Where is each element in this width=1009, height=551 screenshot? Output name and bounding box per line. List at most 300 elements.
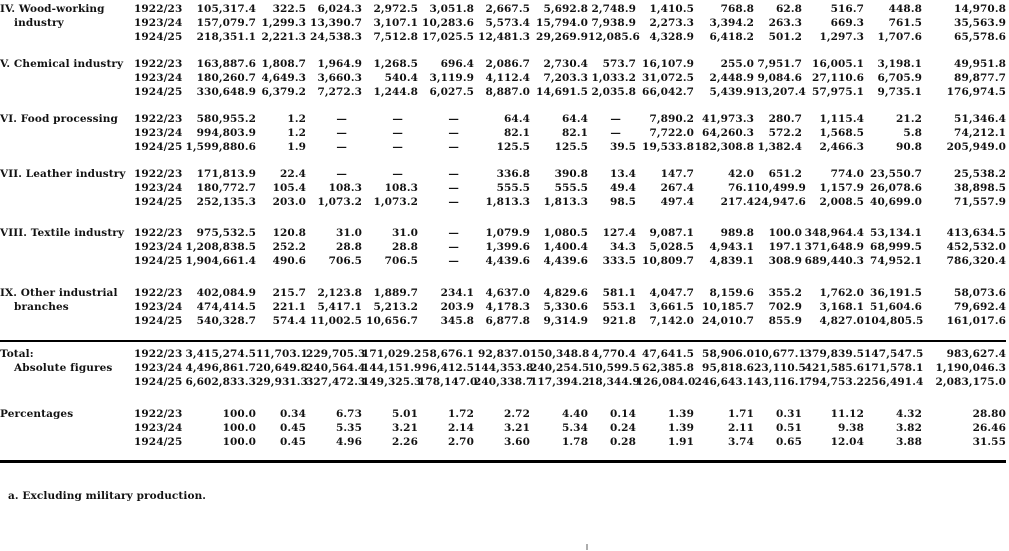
value-cell: 4,770.4 [591, 348, 636, 360]
value-cell: 983,627.4 [946, 348, 1006, 360]
value-cell: 9,087.1 [649, 227, 694, 239]
separator-row [0, 449, 1006, 463]
value-cell: 1,299.3 [261, 17, 306, 29]
value-cell: 104,805.5 [864, 315, 924, 327]
value-cell: 229,705.3 [306, 348, 366, 360]
value-cell: 100.0 [768, 227, 802, 239]
value-cell: 1,399.6 [485, 241, 530, 253]
year-cell: 1922/23 [134, 227, 183, 239]
value-cell: 35,563.9 [954, 17, 1006, 29]
value-cell: — [392, 127, 403, 139]
year-cell: 1923/24 [134, 127, 183, 139]
value-cell: 53,134.1 [870, 227, 922, 239]
value-cell: 16,005.1 [812, 58, 864, 70]
value-cell: 256,491.4 [864, 376, 924, 388]
value-cell: 6,877.8 [485, 315, 530, 327]
table-row [0, 314, 1006, 328]
table-row [0, 421, 1006, 435]
value-cell: 2,123.8 [317, 287, 362, 299]
value-cell: 221.1 [272, 301, 306, 313]
value-cell: 2,972.5 [373, 3, 418, 15]
value-cell: 267.4 [660, 182, 694, 194]
value-cell: 308.9 [768, 255, 802, 267]
value-cell: 1,400.4 [543, 241, 588, 253]
value-cell: 1,033.2 [591, 72, 636, 84]
value-cell: 43,116.1 [754, 376, 806, 388]
year-cell: 1923/24 [134, 422, 183, 434]
table-row [0, 126, 1006, 140]
value-cell: 1,208,838.5 [185, 241, 256, 253]
value-cell: 651.2 [768, 168, 802, 180]
year-cell: 1922/23 [134, 348, 183, 360]
value-cell: 1,190,046.3 [935, 362, 1006, 374]
value-cell: 7,951.7 [757, 58, 802, 70]
value-cell: 12.04 [830, 436, 864, 448]
row-label: Absolute figures [14, 362, 113, 374]
value-cell: 689,440.3 [804, 255, 864, 267]
value-cell: 1,157.9 [819, 182, 864, 194]
value-cell: 5,213.2 [373, 301, 418, 313]
value-cell: 203.9 [440, 301, 474, 313]
year-cell: 1922/23 [134, 287, 183, 299]
value-cell: 4,637.0 [485, 287, 530, 299]
table-row [0, 44, 1006, 71]
value-cell: 3,661.5 [649, 301, 694, 313]
table-row [0, 181, 1006, 195]
value-cell: 79,692.4 [954, 301, 1006, 313]
value-cell: 4,649.3 [261, 72, 306, 84]
value-cell: 4.40 [562, 408, 588, 420]
value-cell: 2.14 [448, 422, 474, 434]
value-cell: 23,110.5 [754, 362, 806, 374]
year-cell: 1924/25 [134, 376, 183, 388]
value-cell: 1,297.3 [819, 31, 864, 43]
value-cell: 1.39 [668, 408, 694, 420]
value-cell: 120.8 [272, 227, 306, 239]
value-cell: 501.2 [768, 31, 802, 43]
value-cell: 4,839.1 [709, 255, 754, 267]
value-cell: 7,203.3 [543, 72, 588, 84]
value-cell: 0.45 [280, 436, 306, 448]
value-cell: 6.73 [336, 408, 362, 420]
value-cell: 4,328.9 [649, 31, 694, 43]
value-cell: 1.78 [562, 436, 588, 448]
value-cell: 4,439.6 [485, 255, 530, 267]
value-cell: 1,904,661.4 [185, 255, 256, 267]
value-cell: 62.8 [776, 3, 802, 15]
value-cell: 90.8 [896, 141, 922, 153]
table-row [0, 268, 1006, 300]
year-cell: 1922/23 [134, 3, 183, 15]
value-cell: 13.4 [610, 168, 636, 180]
row-label: IV. Wood-working [0, 3, 105, 15]
value-cell: 15,794.0 [536, 17, 588, 29]
year-cell: 1923/24 [134, 241, 183, 253]
value-cell: 348,964.4 [804, 227, 864, 239]
year-cell: 1923/24 [134, 362, 183, 374]
value-cell: 413,634.5 [946, 227, 1006, 239]
value-cell: 355.2 [768, 287, 802, 299]
value-cell: 3.82 [896, 422, 922, 434]
value-cell: 3,107.1 [373, 17, 418, 29]
table-row [0, 300, 1006, 314]
row-label [0, 195, 134, 209]
table-row [0, 389, 1006, 421]
value-cell: 5,439.9 [709, 86, 754, 98]
value-cell: 21.2 [896, 113, 922, 125]
value-cell: 516.7 [830, 3, 864, 15]
value-cell: 51,604.6 [870, 301, 922, 313]
value-cell: 0.31 [776, 408, 802, 420]
value-cell: 82.1 [504, 127, 530, 139]
row-label [0, 71, 134, 85]
value-cell: 203.0 [272, 196, 306, 208]
value-cell: 36,191.5 [870, 287, 922, 299]
value-cell: 1,410.5 [649, 3, 694, 15]
value-cell: — [336, 168, 347, 180]
value-cell: 4,178.3 [485, 301, 530, 313]
value-cell: — [448, 196, 459, 208]
value-cell: 9,735.1 [877, 86, 922, 98]
value-cell: 163,887.6 [196, 58, 256, 70]
value-cell: 1.71 [728, 408, 754, 420]
value-cell: 263.3 [768, 17, 802, 29]
value-cell: 5,028.5 [649, 241, 694, 253]
value-cell: 38,898.5 [954, 182, 1006, 194]
value-cell: 4,439.6 [543, 255, 588, 267]
value-cell: 1.91 [668, 436, 694, 448]
value-cell: 255.0 [720, 58, 754, 70]
value-cell: 4,047.7 [649, 287, 694, 299]
value-cell: 147.7 [660, 168, 694, 180]
row-label: VII. Leather industry [0, 168, 126, 180]
value-cell: 98.5 [610, 196, 636, 208]
value-cell: 6,379.2 [261, 86, 306, 98]
value-cell: — [392, 168, 403, 180]
value-cell: 105,317.4 [196, 3, 256, 15]
value-cell: 100.0 [222, 436, 256, 448]
year-cell: 1924/25 [134, 196, 183, 208]
value-cell: 16,107.9 [642, 58, 694, 70]
value-cell: 1,599,880.6 [185, 141, 256, 153]
value-cell: 205,949.0 [946, 141, 1006, 153]
value-cell: 3.60 [504, 436, 530, 448]
value-cell: 855.9 [768, 315, 802, 327]
year-cell: 1924/25 [134, 315, 183, 327]
value-cell: 327,472.3 [306, 376, 366, 388]
value-cell: 51,346.4 [954, 113, 1006, 125]
value-cell: 176,974.5 [946, 86, 1006, 98]
value-cell: 994,803.9 [196, 127, 256, 139]
value-cell: 4,943.1 [709, 241, 754, 253]
table-row [0, 195, 1006, 209]
value-cell: 161,017.6 [946, 315, 1006, 327]
value-cell: 29,931.3 [256, 376, 308, 388]
value-cell: 31.0 [336, 227, 362, 239]
year-cell: 1924/25 [134, 141, 183, 153]
value-cell: 42.0 [728, 168, 754, 180]
value-cell: 12,481.3 [478, 31, 530, 43]
value-cell: 540.4 [384, 72, 418, 84]
value-cell: 217.4 [720, 196, 754, 208]
value-cell: 1.2 [287, 127, 306, 139]
value-cell: 127.4 [602, 227, 636, 239]
value-cell: 171,813.9 [196, 168, 256, 180]
value-cell: — [448, 127, 459, 139]
value-cell: — [448, 255, 459, 267]
value-cell: — [448, 113, 459, 125]
value-cell: 2,221.3 [261, 31, 306, 43]
value-cell: 345.8 [440, 315, 474, 327]
value-cell: 1,080.5 [543, 227, 588, 239]
scan-speck-artifact [586, 544, 588, 550]
value-cell: 553.1 [602, 301, 636, 313]
value-cell: 975,532.5 [196, 227, 256, 239]
table-row [0, 240, 1006, 254]
value-cell: 22.4 [280, 168, 306, 180]
value-cell: 572.2 [768, 127, 802, 139]
row-label [0, 421, 134, 435]
value-cell: 28.80 [972, 408, 1006, 420]
value-cell: — [336, 141, 347, 153]
value-cell: 105.4 [272, 182, 306, 194]
value-cell: 0.34 [280, 408, 306, 420]
value-cell: 768.8 [720, 3, 754, 15]
value-cell: 5.35 [336, 422, 362, 434]
value-cell: 1,268.5 [373, 58, 418, 70]
value-cell: 0.45 [280, 422, 306, 434]
value-cell: 9,314.9 [543, 315, 588, 327]
value-cell: 10,809.7 [642, 255, 694, 267]
value-cell: 29,269.9 [536, 31, 588, 43]
value-cell: 28.8 [392, 241, 418, 253]
value-cell: 9.38 [838, 422, 864, 434]
row-label [0, 240, 134, 254]
value-cell: 5.34 [562, 422, 588, 434]
value-cell: 5.8 [903, 127, 922, 139]
value-cell: 58,073.6 [954, 287, 1006, 299]
row-label: Percentages [0, 408, 74, 420]
value-cell: 402,084.9 [196, 287, 256, 299]
value-cell: 13,390.7 [310, 17, 362, 29]
value-cell: 2,748.9 [591, 3, 636, 15]
value-cell: 574.4 [272, 315, 306, 327]
value-cell: 218,351.1 [196, 31, 256, 43]
table-row [0, 361, 1006, 375]
value-cell: 1,079.9 [485, 227, 530, 239]
table-row [0, 342, 1006, 361]
value-cell: 2,086.7 [485, 58, 530, 70]
value-cell: 2.70 [448, 436, 474, 448]
value-cell: 989.8 [720, 227, 754, 239]
row-label [0, 181, 134, 195]
value-cell: — [448, 241, 459, 253]
value-cell: 3.74 [728, 436, 754, 448]
value-cell: 180,260.7 [196, 72, 256, 84]
value-cell: 13,207.4 [754, 86, 806, 98]
value-cell: 34.3 [610, 241, 636, 253]
value-cell: 57,975.1 [812, 86, 864, 98]
table-row [0, 254, 1006, 268]
value-cell: 540,328.7 [196, 315, 256, 327]
value-cell: 1,808.7 [261, 58, 306, 70]
value-cell: 1,813.3 [543, 196, 588, 208]
value-cell: 96,412.5 [422, 362, 474, 374]
value-cell: 58,906.0 [702, 348, 754, 360]
value-cell: 2.26 [392, 436, 418, 448]
value-cell: 581.1 [602, 287, 636, 299]
value-cell: — [392, 141, 403, 153]
value-cell: 31.55 [972, 436, 1006, 448]
value-cell: 19,533.8 [642, 141, 694, 153]
value-cell: 71,557.9 [954, 196, 1006, 208]
value-cell: 786,320.4 [946, 255, 1006, 267]
value-cell: 4,496,861.7 [185, 362, 256, 374]
value-cell: 7,938.9 [591, 17, 636, 29]
value-cell: 10,283.6 [422, 17, 474, 29]
value-cell: 74,952.1 [870, 255, 922, 267]
value-cell: 24,538.3 [310, 31, 362, 43]
value-cell: 1.39 [668, 422, 694, 434]
year-cell: 1922/23 [134, 113, 183, 125]
value-cell: 7,722.0 [649, 127, 694, 139]
value-cell: 3.88 [896, 436, 922, 448]
value-cell: 171,578.1 [864, 362, 924, 374]
value-cell: 11,002.5 [310, 315, 362, 327]
year-cell: 1924/25 [134, 86, 183, 98]
value-cell: 0.65 [776, 436, 802, 448]
value-cell: 1,813.3 [485, 196, 530, 208]
table-row [0, 375, 1006, 389]
value-cell: 92,837.0 [478, 348, 530, 360]
value-cell: 144,353.8 [474, 362, 534, 374]
value-cell: 6,024.3 [317, 3, 362, 15]
value-cell: 2,273.3 [649, 17, 694, 29]
value-cell: 3,168.1 [819, 301, 864, 313]
value-cell: 8,159.6 [709, 287, 754, 299]
table-row [0, 71, 1006, 85]
value-cell: 215.7 [272, 287, 306, 299]
year-cell: 1922/23 [134, 408, 183, 420]
value-cell: 1.2 [287, 113, 306, 125]
value-cell: 246,643.1 [694, 376, 754, 388]
value-cell: 5,417.1 [317, 301, 362, 313]
value-cell: 3,198.1 [877, 58, 922, 70]
value-cell: 252,135.3 [196, 196, 256, 208]
value-cell: 100.0 [222, 422, 256, 434]
row-label [0, 314, 134, 328]
value-cell: 3,051.8 [429, 3, 474, 15]
value-cell: 10,599.5 [588, 362, 640, 374]
value-cell: 7,890.2 [649, 113, 694, 125]
value-cell: 171,029.2 [362, 348, 422, 360]
table-row [0, 16, 1006, 30]
value-cell: 0.28 [610, 436, 636, 448]
value-cell: 390.8 [554, 168, 588, 180]
value-cell: 702.9 [768, 301, 802, 313]
value-cell: 7,142.0 [649, 315, 694, 327]
value-cell: 182,308.8 [694, 141, 754, 153]
value-cell: 10,677.1 [754, 348, 806, 360]
value-cell: — [336, 113, 347, 125]
value-cell: 573.7 [602, 58, 636, 70]
row-label: V. Chemical industry [0, 58, 124, 70]
value-cell: 178,147.0 [418, 376, 478, 388]
value-cell: 6,602,833.3 [185, 376, 256, 388]
value-cell: 14,970.8 [954, 3, 1006, 15]
value-cell: 1,073.2 [373, 196, 418, 208]
value-cell: 379,839.5 [804, 348, 864, 360]
table-row [0, 0, 1006, 16]
value-cell: 240,338.7 [474, 376, 534, 388]
value-cell: 11,703.1 [256, 348, 308, 360]
value-cell: 0.24 [610, 422, 636, 434]
value-cell: 1,568.5 [819, 127, 864, 139]
value-cell: 3,119.9 [429, 72, 474, 84]
row-label [0, 30, 134, 44]
value-cell: 5,573.4 [485, 17, 530, 29]
value-cell: 197.1 [768, 241, 802, 253]
value-cell: 333.5 [602, 255, 636, 267]
value-cell: 82.1 [562, 127, 588, 139]
year-cell: 1924/25 [134, 255, 183, 267]
value-cell: 28.8 [336, 241, 362, 253]
value-cell: 117,394.2 [530, 376, 590, 388]
value-cell: 2,083,175.0 [935, 376, 1006, 388]
value-cell: 180,772.7 [196, 182, 256, 194]
value-cell: 2,448.9 [709, 72, 754, 84]
row-label: Total: [0, 348, 34, 360]
value-cell: 252.2 [272, 241, 306, 253]
value-cell: 5,692.8 [543, 3, 588, 15]
value-cell: 76.1 [728, 182, 754, 194]
value-cell: 144,151.9 [362, 362, 422, 374]
value-cell: 1,964.9 [317, 58, 362, 70]
value-cell: 126,084.0 [636, 376, 696, 388]
value-cell: 41,973.3 [702, 113, 754, 125]
value-cell: 1.9 [287, 141, 306, 153]
value-cell: 2,466.3 [819, 141, 864, 153]
year-cell: 1923/24 [134, 182, 183, 194]
value-cell: 27,110.6 [812, 72, 864, 84]
value-cell: 2,667.5 [485, 3, 530, 15]
value-cell: 706.5 [384, 255, 418, 267]
table-row [0, 85, 1006, 99]
heavy-horizontal-rule [0, 460, 1006, 463]
value-cell: 65,578.6 [954, 31, 1006, 43]
value-cell: 68,999.5 [870, 241, 922, 253]
value-cell: 1,707.6 [877, 31, 922, 43]
value-cell: 95,818.6 [702, 362, 754, 374]
row-label [0, 375, 134, 389]
value-cell: 39.5 [610, 141, 636, 153]
year-cell: 1922/23 [134, 168, 183, 180]
value-cell: 7,512.8 [373, 31, 418, 43]
value-cell: 4,829.6 [543, 287, 588, 299]
separator-row [0, 328, 1006, 342]
value-cell: 24,947.6 [754, 196, 806, 208]
value-cell: 14,691.5 [536, 86, 588, 98]
value-cell: 108.3 [328, 182, 362, 194]
value-cell: 3.21 [504, 422, 530, 434]
value-cell: 4.96 [336, 436, 362, 448]
value-cell: 26,078.6 [870, 182, 922, 194]
value-cell: 421,585.6 [804, 362, 864, 374]
value-cell: 1,762.0 [819, 287, 864, 299]
row-label: industry [14, 17, 64, 29]
value-cell: 330,648.9 [196, 86, 256, 98]
value-cell: — [448, 182, 459, 194]
